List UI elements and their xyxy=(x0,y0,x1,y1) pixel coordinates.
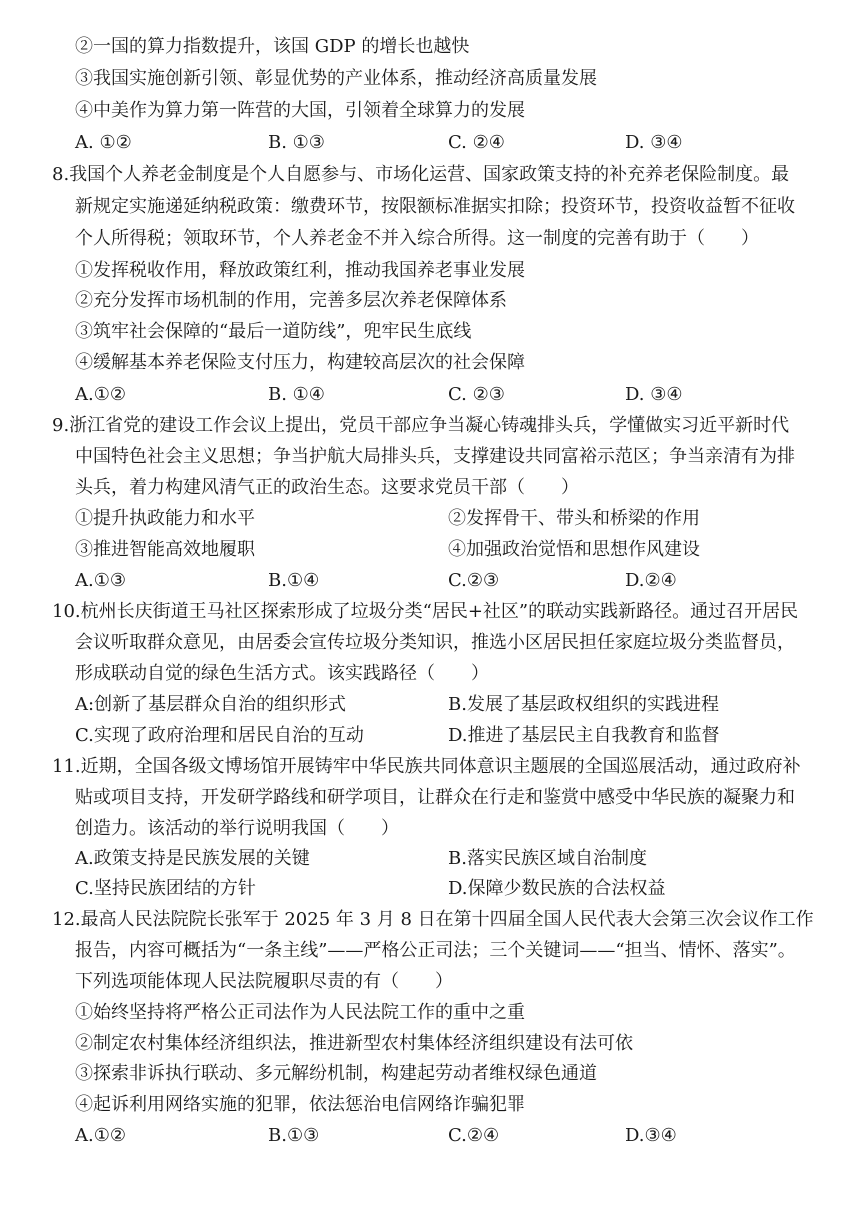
text-line: 报告，内容可概括为“一条主线”——严格公正司法；三个关键词——“担当、情怀、落实”。 xyxy=(75,940,796,961)
answer-option: A:创新了基层群众自治的组织形式 xyxy=(75,694,347,715)
answer-option: C. ②③ xyxy=(448,384,505,405)
choice-row xyxy=(0,848,867,870)
answer-option: C.②③ xyxy=(448,570,500,591)
answer-option: B. ①③ xyxy=(268,132,325,153)
answer-option: ①提升执政能力和水平 xyxy=(75,508,255,529)
text-line: ④起诉利用网络实施的犯罪，依法惩治电信网络诈骗犯罪 xyxy=(75,1094,525,1115)
choice-row xyxy=(0,878,867,900)
text-line: 个人所得税；领取环节，个人养老金不并入综合所得。这一制度的完善有助于（ ） xyxy=(75,228,759,249)
answer-option: B.落实民族区域自治制度 xyxy=(448,848,647,869)
text-line: 形成联动自觉的绿色生活方式。该实践路径（ ） xyxy=(75,663,489,684)
text-line: ①发挥税收作用，释放政策红利，推动我国养老事业发展 xyxy=(75,260,525,281)
answer-option: A.①③ xyxy=(75,570,126,591)
text-line: ②制定农村集体经济组织法，推进新型农村集体经济组织建设有法可依 xyxy=(75,1033,633,1054)
text-line: ③筑牢社会保障的“最后一道防线”，兜牢民生底线 xyxy=(75,321,472,342)
answer-option: A. ①② xyxy=(75,132,132,153)
text-line: 8.我国个人养老金制度是个人自愿参与、市场化运营、国家政策支持的补充养老保险制度。最 xyxy=(52,164,790,185)
answer-option: C.坚持民族团结的方针 xyxy=(75,878,256,899)
text-line: ②充分发挥市场机制的作用，完善多层次养老保障体系 xyxy=(75,290,507,311)
answer-option: D.②④ xyxy=(625,570,677,591)
answer-option: C. ②④ xyxy=(448,132,505,153)
choice-row xyxy=(0,694,867,716)
answer-option: D.保障少数民族的合法权益 xyxy=(448,878,666,899)
answer-option: B.①④ xyxy=(268,570,320,591)
text-line: 10.杭州长庆街道王马社区探索形成了垃圾分类“居民+社区”的联动实践新路径。通过召开居民 xyxy=(52,601,799,622)
text-line: 贴或项目支持，开发研学路线和研学项目，让群众在行走和鉴赏中感受中华民族的凝聚力和 xyxy=(75,787,795,808)
answer-option: ③推进智能高效地履职 xyxy=(75,539,255,560)
choice-row xyxy=(0,384,867,406)
answer-option: B.①③ xyxy=(268,1125,320,1146)
choice-row xyxy=(0,570,867,592)
text-line: ③我国实施创新引领、彰显优势的产业体系，推动经济高质量发展 xyxy=(75,68,597,89)
answer-option: A.①② xyxy=(75,384,126,405)
text-line: 12.最高人民法院院长张军于 2025 年 3 月 8 日在第十四届全国人民代表大会第三次会议作工作 xyxy=(52,909,814,930)
answer-option: C.实现了政府治理和居民自治的互动 xyxy=(75,725,364,746)
text-line: ④缓解基本养老保险支付压力，构建较高层次的社会保障 xyxy=(75,352,525,373)
text-line: ①始终坚持将严格公正司法作为人民法院工作的重中之重 xyxy=(75,1002,525,1023)
text-line: 9.浙江省党的建设工作会议上提出，党员干部应争当凝心铸魂排头兵，学懂做实习近平新时代 xyxy=(52,415,790,436)
text-line: 11.近期，全国各级文博场馆开展铸牢中华民族共同体意识主题展的全国巡展活动，通过政府补 xyxy=(52,756,801,777)
answer-option: ④加强政治觉悟和思想作风建设 xyxy=(448,539,700,560)
choice-row xyxy=(0,1125,867,1147)
choice-row xyxy=(0,132,867,154)
answer-option: ②发挥骨干、带头和桥梁的作用 xyxy=(448,508,700,529)
text-line: 头兵，着力构建风清气正的政治生态。这要求党员干部（ ） xyxy=(75,477,579,498)
answer-option: A.政策支持是民族发展的关键 xyxy=(75,848,310,869)
text-line: ④中美作为算力第一阵营的大国，引领着全球算力的发展 xyxy=(75,100,525,121)
choice-row xyxy=(0,508,867,530)
answer-option: D.推进了基层民主自我教育和监督 xyxy=(448,725,720,746)
choice-row xyxy=(0,539,867,561)
text-line: 会议听取群众意见，由居委会宣传垃圾分类知识，推选小区居民担任家庭垃圾分类监督员， xyxy=(75,632,795,653)
answer-option: A.①② xyxy=(75,1125,126,1146)
answer-option: B. ①④ xyxy=(268,384,325,405)
answer-option: D. ③④ xyxy=(625,132,683,153)
text-line: 下列选项能体现人民法院履职尽责的有（ ） xyxy=(75,971,453,992)
text-line: 创造力。该活动的举行说明我国（ ） xyxy=(75,818,399,839)
choice-row xyxy=(0,725,867,747)
answer-option: D. ③④ xyxy=(625,384,683,405)
text-line: ②一国的算力指数提升，该国 GDP 的增长也越快 xyxy=(75,36,470,57)
answer-option: C.②④ xyxy=(448,1125,500,1146)
text-line: ③探索非诉执行联动、多元解纷机制，构建起劳动者维权绿色通道 xyxy=(75,1063,597,1084)
answer-option: B.发展了基层政权组织的实践进程 xyxy=(448,694,719,715)
text-line: 新规定实施递延纳税政策：缴费环节，按限额标准据实扣除；投资环节，投资收益暂不征收 xyxy=(75,196,795,217)
answer-option: D.③④ xyxy=(625,1125,677,1146)
text-line: 中国特色社会主义思想；争当护航大局排头兵，支撑建设共同富裕示范区；争当亲清有为排 xyxy=(75,446,795,467)
